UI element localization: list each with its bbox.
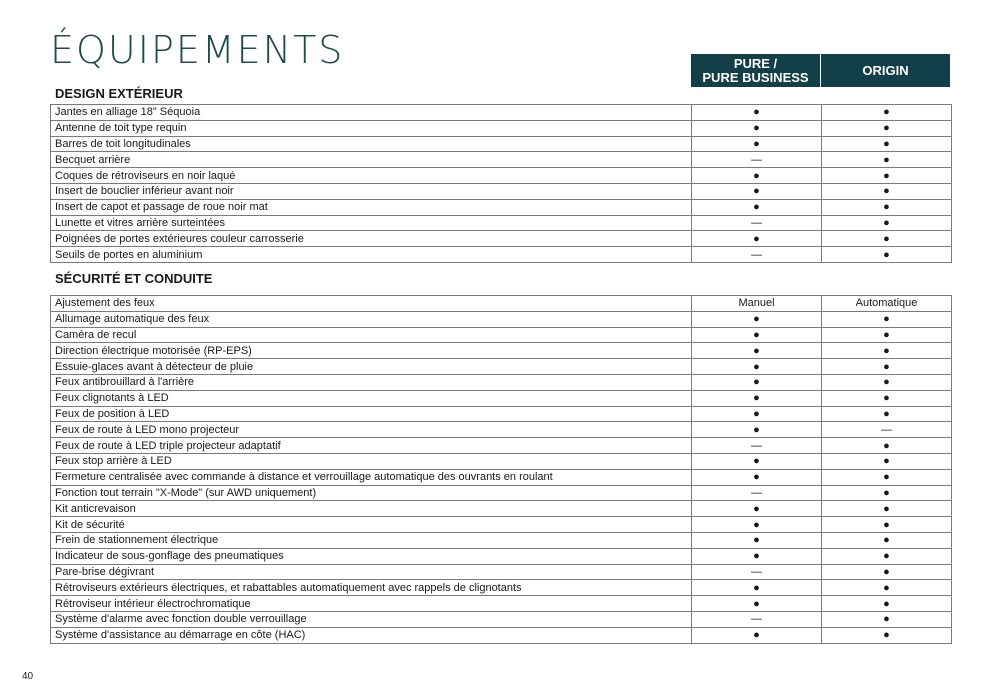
- value-pure: ●: [692, 453, 822, 469]
- table-row: [51, 311, 952, 327]
- column-header-pure-line2: PURE BUSINESS: [702, 69, 809, 85]
- value-origin: ●: [822, 247, 952, 263]
- feature-label: Rétroviseurs extérieurs électriques, et rabattables automatiquement avec rappels de clignotants: [51, 580, 692, 596]
- table-row: [51, 564, 952, 580]
- value-origin: ●: [822, 517, 952, 533]
- table-row: [51, 343, 952, 359]
- feature-label: Feux de route à LED mono projecteur: [51, 422, 692, 438]
- value-pure: ●: [692, 469, 822, 485]
- table-securite-conduite: [50, 295, 952, 644]
- value-origin: ●: [822, 564, 952, 580]
- feature-label: Feux stop arrière à LED: [51, 453, 692, 469]
- feature-label: Feux antibrouillard à l'arrière: [51, 374, 692, 390]
- value-origin: ●: [822, 311, 952, 327]
- feature-label: Insert de bouclier inférieur avant noir: [51, 183, 692, 199]
- value-origin: ●: [822, 231, 952, 247]
- table-row: [51, 390, 952, 406]
- table-row: [51, 152, 952, 168]
- column-header-origin: [821, 54, 950, 87]
- table-row: [51, 359, 952, 375]
- value-pure: ●: [692, 374, 822, 390]
- value-origin: ●: [822, 627, 952, 643]
- feature-label: Rétroviseur intérieur électrochromatique: [51, 596, 692, 612]
- table-row: [51, 453, 952, 469]
- feature-label: Becquet arrière: [51, 152, 692, 168]
- value-pure: ●: [692, 199, 822, 215]
- feature-label: Coques de rétroviseurs en noir laqué: [51, 168, 692, 184]
- table-row: [51, 580, 952, 596]
- value-origin: ●: [822, 485, 952, 501]
- value-pure: —: [692, 247, 822, 263]
- feature-label: Feux de route à LED triple projecteur adaptatif: [51, 438, 692, 454]
- feature-label: Lunette et vitres arrière surteintées: [51, 215, 692, 231]
- value-origin: ●: [822, 406, 952, 422]
- table-row: [51, 215, 952, 231]
- table-row: [51, 438, 952, 454]
- table-row: [51, 183, 952, 199]
- table-row: [51, 327, 952, 343]
- value-pure: ●: [692, 136, 822, 152]
- feature-label: Système d'assistance au démarrage en côte (HAC): [51, 627, 692, 643]
- value-pure: ●: [692, 327, 822, 343]
- value-origin: ●: [822, 359, 952, 375]
- feature-label: Frein de stationnement électrique: [51, 532, 692, 548]
- feature-label: Fermeture centralisée avec commande à distance et verrouillage automatique des ouvrants en roulant: [51, 469, 692, 485]
- feature-label: Feux clignotants à LED: [51, 390, 692, 406]
- column-header-pure-line1: PURE /: [733, 55, 778, 71]
- table-row: [51, 136, 952, 152]
- table-row: [51, 231, 952, 247]
- value-origin: ●: [822, 152, 952, 168]
- feature-label: Barres de toit longitudinales: [51, 136, 692, 152]
- table-row: [51, 611, 952, 627]
- column-header-origin-label: ORIGIN: [862, 62, 909, 78]
- value-pure: —: [692, 152, 822, 168]
- feature-label: Allumage automatique des feux: [51, 311, 692, 327]
- feature-label: Kit de sécurité: [51, 517, 692, 533]
- value-origin: ●: [822, 183, 952, 199]
- table-row: [51, 532, 952, 548]
- value-pure: ●: [692, 120, 822, 136]
- table-row: [51, 517, 952, 533]
- feature-label: Antenne de toit type requin: [51, 120, 692, 136]
- value-pure: —: [692, 611, 822, 627]
- feature-label: Seuils de portes en aluminium: [51, 247, 692, 263]
- table-row: [51, 548, 952, 564]
- table-row: [51, 469, 952, 485]
- value-pure: ●: [692, 627, 822, 643]
- feature-label: Kit anticrevaison: [51, 501, 692, 517]
- value-origin: ●: [822, 343, 952, 359]
- column-header-pure: [691, 54, 820, 87]
- value-pure: ●: [692, 596, 822, 612]
- value-pure: ●: [692, 422, 822, 438]
- feature-label: Indicateur de sous-gonflage des pneumatiques: [51, 548, 692, 564]
- value-pure: ●: [692, 580, 822, 596]
- value-origin: ●: [822, 327, 952, 343]
- value-pure: ●: [692, 406, 822, 422]
- value-pure: ●: [692, 183, 822, 199]
- value-origin: ●: [822, 168, 952, 184]
- table-row: [51, 422, 952, 438]
- value-pure: —: [692, 564, 822, 580]
- table-row: [51, 247, 952, 263]
- page-title: ÉQUIPEMENTS: [50, 28, 345, 72]
- value-pure: ●: [692, 311, 822, 327]
- feature-label: Direction électrique motorisée (RP-EPS): [51, 343, 692, 359]
- value-pure: —: [692, 438, 822, 454]
- value-origin: ●: [822, 580, 952, 596]
- table-row: [51, 406, 952, 422]
- value-origin: ●: [822, 199, 952, 215]
- value-pure: —: [692, 485, 822, 501]
- value-origin: ●: [822, 136, 952, 152]
- table-row: [51, 168, 952, 184]
- value-origin: ●: [822, 390, 952, 406]
- table-row: [51, 374, 952, 390]
- section-title-securite: SÉCURITÉ ET CONDUITE: [55, 271, 213, 286]
- table-row: [51, 485, 952, 501]
- feature-label: Fonction tout terrain "X-Mode" (sur AWD uniquement): [51, 485, 692, 501]
- value-origin: Automatique: [822, 296, 952, 312]
- feature-label: Poignées de portes extérieures couleur carrosserie: [51, 231, 692, 247]
- value-pure: —: [692, 215, 822, 231]
- value-origin: ●: [822, 453, 952, 469]
- value-pure: ●: [692, 517, 822, 533]
- value-pure: ●: [692, 168, 822, 184]
- feature-label: Jantes en alliage 18" Séquoia: [51, 105, 692, 121]
- value-origin: ●: [822, 215, 952, 231]
- value-pure: ●: [692, 359, 822, 375]
- value-origin: ●: [822, 374, 952, 390]
- table-row: [51, 596, 952, 612]
- value-origin: —: [822, 422, 952, 438]
- value-origin: ●: [822, 501, 952, 517]
- value-pure: ●: [692, 390, 822, 406]
- value-pure: ●: [692, 105, 822, 121]
- section-title-design: DESIGN EXTÉRIEUR: [55, 86, 183, 101]
- feature-label: Essuie-glaces avant à détecteur de pluie: [51, 359, 692, 375]
- value-origin: ●: [822, 469, 952, 485]
- value-origin: ●: [822, 532, 952, 548]
- feature-label: Caméra de recul: [51, 327, 692, 343]
- value-origin: ●: [822, 548, 952, 564]
- value-origin: ●: [822, 438, 952, 454]
- value-pure: ●: [692, 343, 822, 359]
- value-pure: ●: [692, 532, 822, 548]
- table-row: [51, 501, 952, 517]
- table-row: [51, 105, 952, 121]
- table-row: [51, 120, 952, 136]
- value-origin: ●: [822, 120, 952, 136]
- table-design-exterieur: [50, 104, 952, 263]
- table-row: [51, 627, 952, 643]
- feature-label: Insert de capot et passage de roue noir mat: [51, 199, 692, 215]
- feature-label: Feux de position à LED: [51, 406, 692, 422]
- value-pure: Manuel: [692, 296, 822, 312]
- value-origin: ●: [822, 105, 952, 121]
- feature-label: Ajustement des feux: [51, 296, 692, 312]
- feature-label: Pare-brise dégivrant: [51, 564, 692, 580]
- value-pure: ●: [692, 501, 822, 517]
- value-origin: ●: [822, 611, 952, 627]
- value-origin: ●: [822, 596, 952, 612]
- table-row: [51, 296, 952, 312]
- value-pure: ●: [692, 548, 822, 564]
- page-number: 40: [22, 671, 34, 682]
- feature-label: Système d'alarme avec fonction double verrouillage: [51, 611, 692, 627]
- table-row: [51, 199, 952, 215]
- value-pure: ●: [692, 231, 822, 247]
